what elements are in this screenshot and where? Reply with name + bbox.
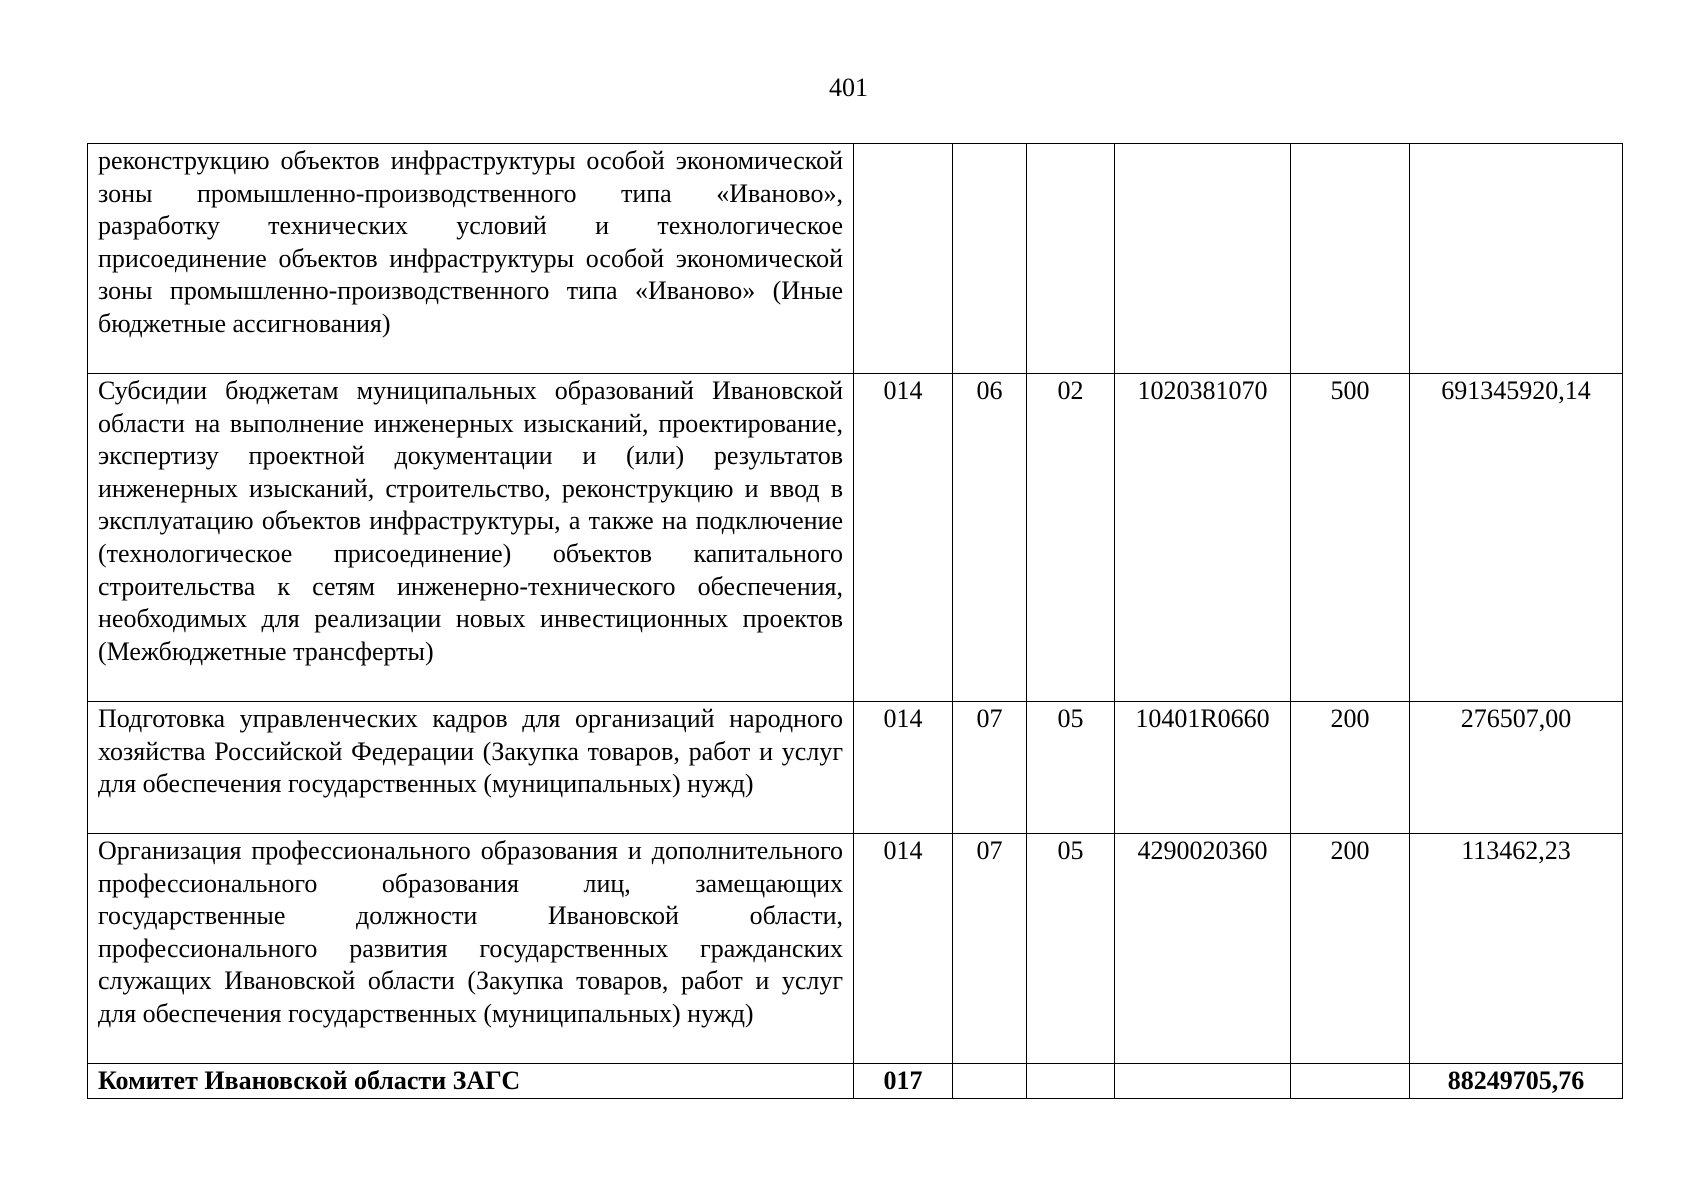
row-section-code [953, 144, 1027, 374]
row-description: Субсидии бюджетам муниципальных образований Ивановской области на выполнение инженерных изысканий, проектирование, экспертизу проектной документации и (или) результатов инженерных изысканий, строительство, реконструкцию и ввод в эксплуатацию объектов инфраструктуры, а также на подключение (технологическое присоединение) объектов капитального строительства к сетям инженерно-технического обеспечения, необходимых для реализации новых инвестиционных проектов (Межбюджетные трансферты) [88, 374, 854, 702]
row-section-code: 07 [953, 702, 1027, 834]
total-target-code [1115, 1064, 1291, 1099]
table-row [88, 834, 1623, 1064]
row-expense-type: 200 [1291, 834, 1410, 1064]
row-target-code: 1020381070 [1115, 374, 1291, 702]
row-amount: 113462,23 [1410, 834, 1623, 1064]
table-row [88, 702, 1623, 834]
table-row [88, 144, 1623, 374]
row-ministry-code: 014 [854, 702, 953, 834]
total-amount: 88249705,76 [1410, 1064, 1623, 1099]
row-ministry-code [854, 144, 953, 374]
row-section-code: 07 [953, 834, 1027, 1064]
row-target-code [1115, 144, 1291, 374]
row-ministry-code: 014 [854, 374, 953, 702]
row-subsection-code: 05 [1027, 702, 1115, 834]
row-amount: 691345920,14 [1410, 374, 1623, 702]
row-ministry-code: 014 [854, 834, 953, 1064]
row-target-code: 4290020360 [1115, 834, 1291, 1064]
table-row [88, 374, 1623, 702]
total-subsection-code [1027, 1064, 1115, 1099]
row-description: реконструкцию объектов инфраструктуры особой экономической зоны промышленно-производственного типа «Иваново», разработку технических условий и технологическое присоединение объектов инфраструктуры особой экономической зоны промышленно-производственного типа «Иваново» (Иные бюджетные ассигнования) [88, 144, 854, 374]
total-expense-type [1291, 1064, 1410, 1099]
table-total-row [88, 1064, 1623, 1099]
row-description: Подготовка управленческих кадров для организаций народного хозяйства Российской Федерации (Закупка товаров, работ и услуг для обеспечения государственных (муниципальных) нужд) [88, 702, 854, 834]
page-number: 401 [829, 73, 868, 102]
row-expense-type: 500 [1291, 374, 1410, 702]
row-subsection-code: 02 [1027, 374, 1115, 702]
row-target-code: 10401R0660 [1115, 702, 1291, 834]
row-subsection-code: 05 [1027, 834, 1115, 1064]
row-section-code: 06 [953, 374, 1027, 702]
row-subsection-code [1027, 144, 1115, 374]
row-expense-type: 200 [1291, 702, 1410, 834]
row-amount [1410, 144, 1623, 374]
total-section-code [953, 1064, 1027, 1099]
row-amount: 276507,00 [1410, 702, 1623, 834]
row-expense-type [1291, 144, 1410, 374]
total-ministry-code: 017 [854, 1064, 953, 1099]
row-description: Организация профессионального образования и дополнительного профессионального образования лиц, замещающих государственные должности Ивановской области, профессионального развития государственных гражданских служащих Ивановской области (Закупка товаров, работ и услуг для обеспечения государственных (муниципальных) нужд) [88, 834, 854, 1064]
budget-table [87, 143, 1623, 1099]
total-description: Комитет Ивановской области ЗАГС [88, 1064, 854, 1099]
